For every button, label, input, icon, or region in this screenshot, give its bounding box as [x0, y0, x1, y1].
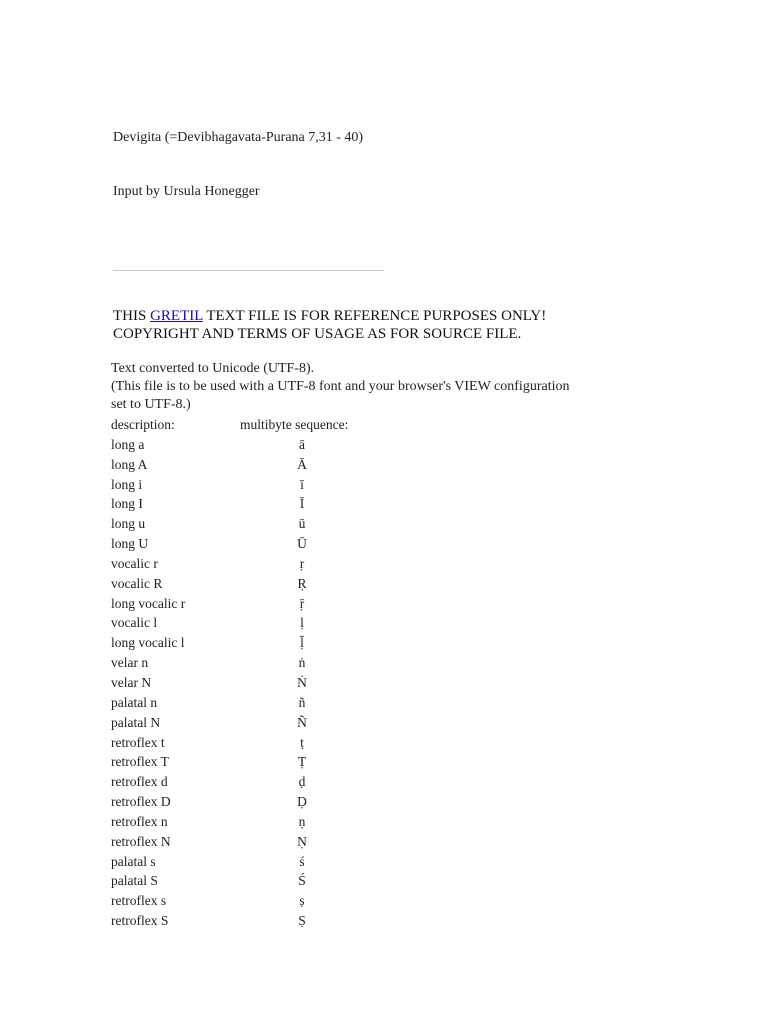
- row-sequence: ṝ: [299, 595, 305, 611]
- row-description: velar n: [111, 655, 149, 671]
- conversion-line-2: (This file is to be used with a UTF-8 font and your browser's VIEW configuration: [111, 379, 570, 394]
- table-row: [111, 653, 511, 673]
- row-sequence: ṣ: [299, 893, 305, 909]
- table-row: [111, 673, 511, 693]
- table-row: [111, 554, 511, 574]
- row-description: vocalic r: [111, 555, 158, 571]
- table-row: [111, 435, 511, 455]
- row-description: palatal S: [111, 873, 158, 889]
- conversion-info: [111, 360, 569, 414]
- row-sequence: Ñ: [297, 714, 307, 730]
- row-description: long a: [111, 436, 145, 452]
- character-table: [111, 415, 511, 931]
- row-sequence: Ś: [298, 873, 306, 889]
- table-row: [111, 713, 511, 733]
- row-sequence: Ā: [297, 456, 307, 472]
- column-header-description: description:: [111, 417, 175, 432]
- column-header-sequence: multibyte sequence:: [240, 417, 349, 432]
- row-sequence: ṇ: [298, 813, 306, 829]
- row-sequence: ṭ: [300, 734, 304, 750]
- table-row: [111, 613, 511, 633]
- table-row: [111, 772, 511, 792]
- row-sequence: Ṇ: [297, 833, 307, 849]
- row-description: long vocalic l: [111, 635, 185, 651]
- table-row: [111, 494, 511, 514]
- row-description: retroflex S: [111, 913, 169, 929]
- row-sequence: ñ: [298, 694, 306, 710]
- row-description: retroflex n: [111, 813, 168, 829]
- row-sequence: Ṭ: [297, 754, 307, 770]
- gretil-link[interactable]: GRETIL: [150, 308, 203, 324]
- table-row: [111, 594, 511, 614]
- document-title: Devigita (=Devibhagavata-Purana 7,31 - 40): [113, 130, 364, 145]
- reference-notice: [113, 307, 546, 343]
- input-credit: Input by Ursula Honegger: [113, 184, 260, 199]
- table-row: [111, 574, 511, 594]
- table-row: [111, 911, 511, 931]
- table-row: [111, 891, 511, 911]
- table-row: [111, 514, 511, 534]
- notice-prefix: THIS: [113, 308, 151, 324]
- table-row: [111, 534, 511, 554]
- row-sequence: ṛ: [299, 555, 305, 571]
- row-description: retroflex N: [111, 833, 171, 849]
- notice-line-1: [113, 307, 546, 325]
- row-description: long vocalic r: [111, 595, 186, 611]
- row-description: retroflex D: [111, 794, 171, 810]
- row-description: vocalic R: [111, 575, 163, 591]
- row-sequence: ḍ: [298, 774, 306, 790]
- table-row: [111, 852, 511, 872]
- row-description: retroflex d: [111, 774, 168, 790]
- row-description: long i: [111, 476, 143, 492]
- conversion-line-1: Text converted to Unicode (UTF-8).: [111, 361, 315, 376]
- row-description: long A: [111, 456, 148, 472]
- row-sequence: Ī: [299, 496, 305, 512]
- notice-line-2: COPYRIGHT AND TERMS OF USAGE AS FOR SOURCE FILE.: [113, 326, 522, 342]
- row-description: palatal N: [111, 714, 161, 730]
- table-header: [111, 415, 511, 435]
- row-sequence: ī: [300, 476, 304, 492]
- row-sequence: ṅ: [298, 655, 306, 671]
- row-description: palatal s: [111, 853, 156, 869]
- row-description: palatal n: [111, 694, 158, 710]
- horizontal-rule: [113, 270, 384, 271]
- row-sequence: Ṛ: [297, 575, 307, 591]
- row-description: velar N: [111, 674, 152, 690]
- row-sequence: ḹ: [300, 635, 304, 651]
- row-sequence: Ū: [297, 536, 307, 552]
- row-description: long I: [111, 496, 143, 512]
- row-description: retroflex T: [111, 754, 169, 770]
- row-sequence: ś: [299, 853, 305, 869]
- row-sequence: Ḍ: [297, 794, 307, 810]
- table-row: [111, 832, 511, 852]
- table-row: [111, 812, 511, 832]
- row-description: long U: [111, 536, 149, 552]
- table-row: [111, 455, 511, 475]
- table-row: [111, 733, 511, 753]
- row-sequence: ā: [299, 436, 305, 452]
- conversion-line-3: set to UTF-8.): [111, 397, 191, 412]
- table-row: [111, 792, 511, 812]
- row-sequence: Ṅ: [297, 674, 307, 690]
- row-description: vocalic l: [111, 615, 158, 631]
- row-description: retroflex s: [111, 893, 167, 909]
- row-sequence: Ṣ: [298, 913, 306, 929]
- table-row: [111, 633, 511, 653]
- table-row: [111, 871, 511, 891]
- row-description: long u: [111, 516, 146, 532]
- notice-suffix: TEXT FILE IS FOR REFERENCE PURPOSES ONLY!: [202, 308, 547, 324]
- row-sequence: ū: [298, 516, 306, 532]
- table-row: [111, 752, 511, 772]
- table-row: [111, 475, 511, 495]
- row-sequence: ḷ: [300, 615, 304, 631]
- row-description: retroflex t: [111, 734, 165, 750]
- table-row: [111, 693, 511, 713]
